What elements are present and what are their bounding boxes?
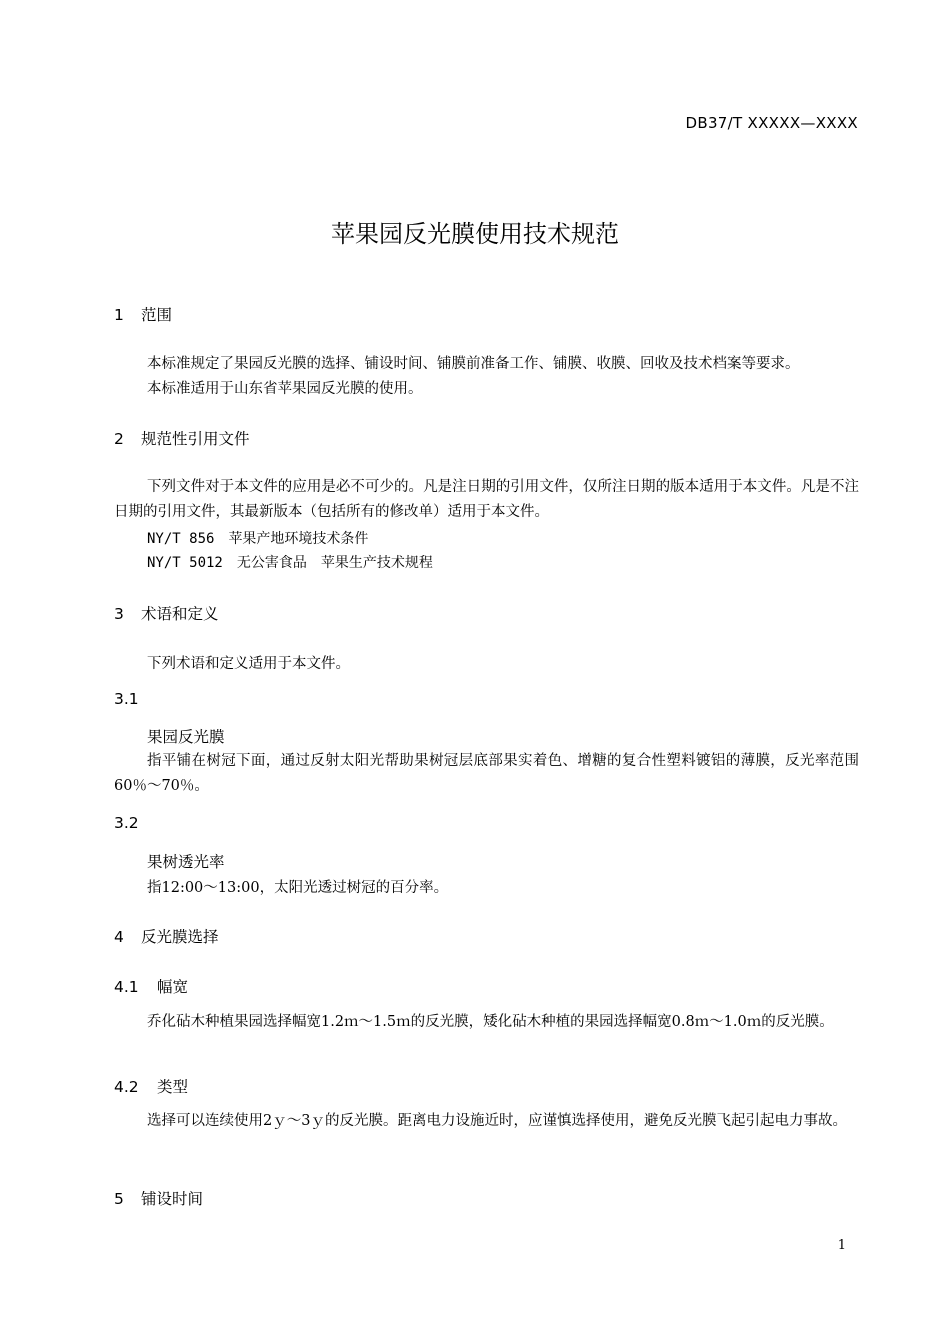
term-3-1-title: 果园反光膜 [147, 728, 225, 746]
document-title: 苹果园反光膜使用技术规范 [331, 220, 619, 248]
term-3-1-definition: 指平铺在树冠下面，通过反射太阳光帮助果树冠层底部果实着色、增糖的复合性塑料镀铝的薄膜，反光率范围60％～70％。 [114, 753, 859, 794]
reference-code: NY/T 5012 [147, 555, 223, 571]
subsection-4-2-text: 选择可以连续使用2ｙ～3ｙ的反光膜。距离电力设施近时，应谨慎选择使用，避免反光膜飞起引起电力事故。 [147, 1113, 847, 1129]
subsection-number: 4.1 [114, 978, 139, 996]
section-title: 范围 [141, 306, 173, 324]
section-4-heading [114, 925, 219, 947]
term-3-1-number: 3.1 [114, 690, 139, 708]
subsection-title: 类型 [157, 1078, 189, 1096]
reference-item [147, 552, 433, 572]
section-number: 2 [114, 430, 124, 448]
section-number: 3 [114, 605, 124, 623]
subsection-4-2-heading [114, 1075, 188, 1097]
term-3-2-title: 果树透光率 [147, 853, 225, 871]
section-title: 规范性引用文件 [141, 430, 250, 448]
section-3-heading [114, 602, 219, 624]
scope-paragraph-2: 本标准适用于山东省苹果园反光膜的使用。 [147, 381, 423, 397]
section-title: 铺设时间 [141, 1190, 204, 1208]
reference-code: NY/T 856 [147, 531, 215, 547]
section-number: 5 [114, 1190, 124, 1208]
reference-name: 苹果产地环境技术条件 [228, 531, 369, 547]
page-number: 1 [837, 1238, 846, 1253]
section-5-heading [114, 1187, 203, 1209]
section-number: 1 [114, 306, 124, 324]
reference-name: 无公害食品 苹果生产技术规程 [236, 555, 433, 571]
term-3-2-number: 3.2 [114, 814, 139, 832]
references-paragraph: 下列文件对于本文件的应用是必不可少的。凡是注日期的引用文件，仅所注日期的版本适用于本文件。凡是不注日期的引用文件，其最新版本（包括所有的修改单）适用于本文件。 [114, 479, 859, 520]
section-number: 4 [114, 928, 124, 946]
section-1-heading [114, 303, 172, 325]
standard-code: DB37/T XXXXX—XXXX [685, 114, 858, 132]
scope-paragraph-1: 本标准规定了果园反光膜的选择、铺设时间、铺膜前准备工作、铺膜、收膜、回收及技术档案等要求。 [147, 356, 800, 372]
subsection-title: 幅宽 [157, 978, 189, 996]
terms-intro: 下列术语和定义适用于本文件。 [147, 656, 350, 672]
reference-item [147, 528, 368, 548]
subsection-4-1-heading [114, 975, 188, 997]
section-2-heading [114, 427, 250, 449]
subsection-4-1-text: 乔化砧木种植果园选择幅宽1.2ｍ～1.5ｍ的反光膜，矮化砧木种植的果园选择幅宽0.8ｍ～1.0ｍ的反光膜。 [147, 1014, 834, 1030]
subsection-number: 4.2 [114, 1078, 139, 1096]
term-3-2-definition: 指12:00～13:00，太阳光透过树冠的百分率。 [147, 880, 449, 896]
section-title: 反光膜选择 [141, 928, 219, 946]
section-title: 术语和定义 [141, 605, 219, 623]
